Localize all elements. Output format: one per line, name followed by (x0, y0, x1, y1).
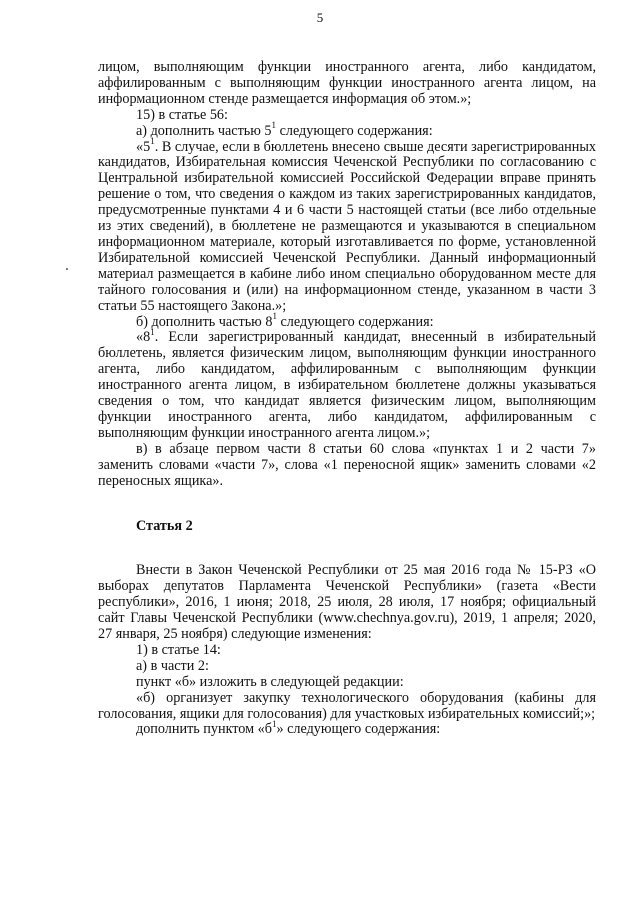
page-number: 5 (316, 10, 324, 25)
point-b-instruction: пункт «б» изложить в следующей редакции: (136, 673, 404, 690)
subitem-b: б) дополнить частью $8^1$ следующего содержания: (136, 310, 434, 330)
article-heading: Статья 2 (136, 518, 193, 535)
quoted-part-8-1: «$8^1$. Если зарегистрированный кандидат, внесенный в избирательный бюллетень, является физическим лицом, выполняющим функции иностранного агента, либо кандидатом, аффилированным с выполняющим функции иностранного агента лицом, в избирательном бюллетене должны указываться сведения о том, что кандидат является физическим лицом, выполняющим функции иностранного агента, либо кандидатом, аффилированным с выполняющим функции иностранного агента лицом.»; (98, 326, 596, 441)
document-body (98, 60, 596, 738)
article-2-intro: Внести в Закон Чеченской Республики от 25 мая 2016 года № 15-РЗ «О выборах депутатов Парламента Чеченской Республики» (газета «Вести республики», 2016, 1 июня; 2018, 25 июля, 28 июля, 17 ноября; официальный сайт Главы Чеченской Республики (www.chechnya.gov.ru), 2019, 1 апреля; 2020, 27 января, 25 ноября) следующие изменения: (98, 562, 596, 642)
subitem-a: а) дополнить частью $5^1$ следующего содержания: (136, 119, 433, 139)
paragraph-continuation: лицом, выполняющим функции иностранного агента, либо кандидатом, аффилированным с выполняющим функции иностранного агента лицом, на информационном стенде размещается информация об этом.»; (98, 59, 596, 107)
quoted-point-b: «б) организует закупку технологического оборудования (кабины для голосования, ящики для голосования) для участковых избирательных комиссий;»; (98, 689, 596, 722)
scan-speck (66, 268, 68, 270)
quoted-part-5-1: «$5^1$. В случае, если в бюллетень внесено свыше десяти зарегистрированных кандидатов, Избирательная комиссия Чеченской Республики по согласованию с Центральной избирательной комиссией Российской Федерации вправе принять решение о том, что сведения о каждом из таких зарегистрированных кандидатов, предусмотренные пунктами 4 и 6 части 5 настоящей статьи (все либо отдельные из этих сведений), в бюллетене не размещаются и указываются в специальном информационном материале, который изготавливается по форме, установленной Избирательной комиссией Чеченской Республики. Данный информационный материал размещается в кабине либо ином специально оборудованном месте для тайного голосования и (или) на информационном стенде, указанном в части 3 статьи 55 настоящего Закона.»; (98, 135, 596, 314)
subitem-v: в) в абзаце первом части 8 статьи 60 слова «пунктах 1 и 2 части 7» заменить словами «части 7», слова «1 переносной ящик» заменить словами «2 переносных ящика». (98, 440, 596, 489)
item-15: 15) в статье 56: (136, 106, 228, 123)
subitem-a-part-2: а) в части 2: (136, 657, 209, 674)
point-b1-instruction: дополнить пунктом «$б^1$» следующего содержания: (136, 718, 441, 738)
item-1: 1) в статье 14: (136, 641, 221, 658)
